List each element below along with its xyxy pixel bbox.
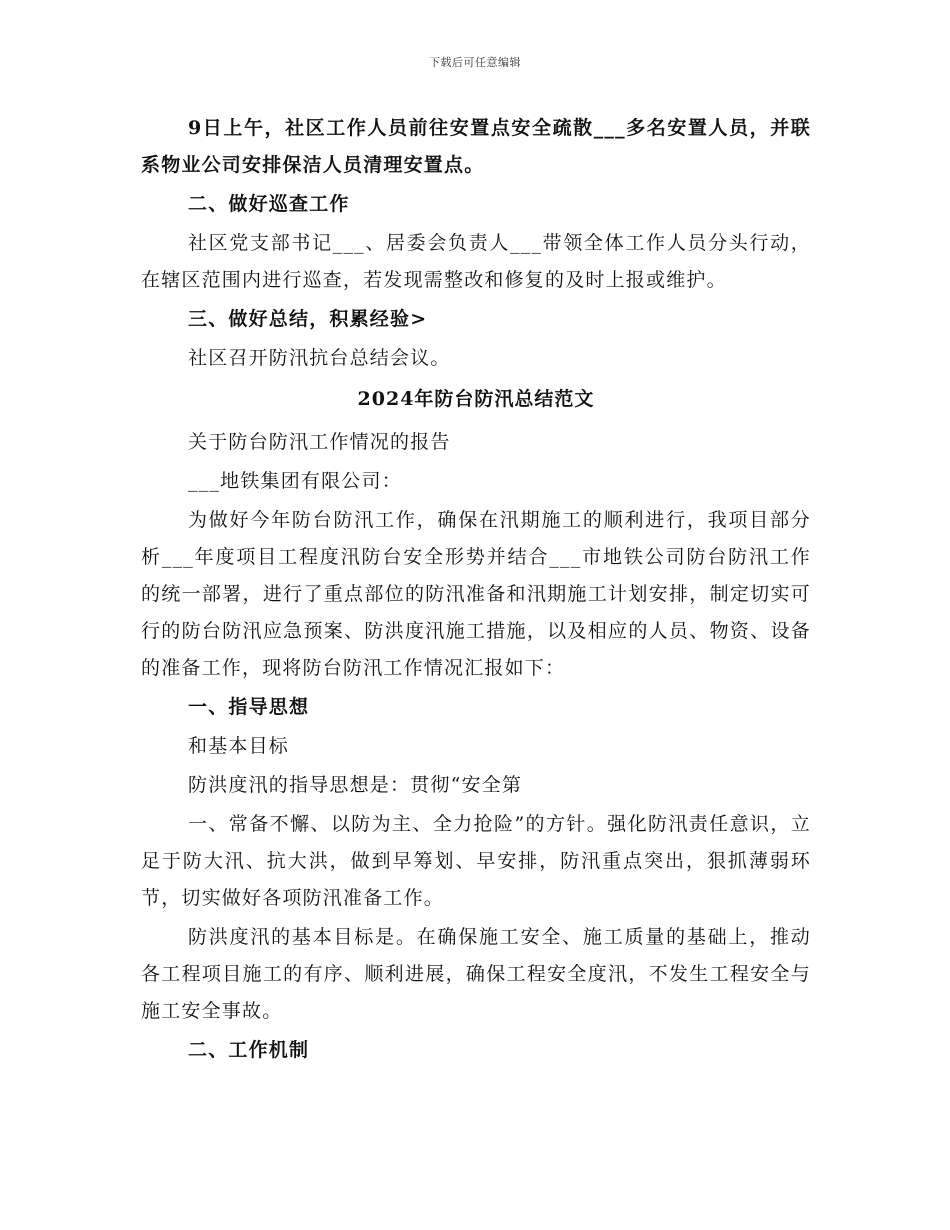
paragraph-basic-goal: 和基本目标 bbox=[188, 735, 290, 757]
paragraph-evacuation: 9日上午，社区工作人员前往安置点安全疏散___多名安置人员，并联系物业公司安排保洁人员清理安置点。 bbox=[141, 117, 811, 176]
heading-work-mechanism: 二、工作机制 bbox=[188, 1039, 310, 1061]
paragraph-intro: 为做好今年防台防汛工作，确保在汛期施工的顺利进行，我项目部分析___年度项目工程度汛防台安全形势并结合___市地铁公司防台防汛工作的统一部署，进行了重点部位的防汛准备和汛期施工计划安排，制定切实可行的防台防汛应急预案、防洪度汛施工措施，以及相应的人员、物资、设备的准备工作，现将防台防汛工作情况汇报如下： bbox=[141, 509, 811, 679]
paragraph-report-title: 关于防台防汛工作情况的报告 bbox=[188, 431, 451, 453]
heading-guiding-thought: 一、指导思想 bbox=[188, 696, 310, 718]
paragraph-goal: 防洪度汛的基本目标是。在确保施工安全、施工质量的基础上，推动各工程项目施工的有序、顺利进展，确保工程安全度汛，不发生工程安全与施工安全事故。 bbox=[141, 926, 811, 1022]
heading-summary: 三、做好总结，积累经验> bbox=[188, 308, 428, 330]
heading-patrol: 二、做好巡查工作 bbox=[188, 193, 350, 215]
paragraph-addressee: ___地铁集团有限公司： bbox=[188, 470, 402, 492]
paragraph-policy: 一、常备不懈、以防为主、全力抢险”的方针。强化防汛责任意识，立足于防大汛、抗大洪，做到早筹划、早安排，防汛重点突出，狠抓薄弱环节，切实做好各项防汛准备工作。 bbox=[141, 813, 811, 909]
paragraph-meeting: 社区召开防汛抗台总结会议。 bbox=[188, 347, 451, 369]
page-header: 下载后可任意编辑 bbox=[429, 56, 521, 69]
document-body bbox=[141, 110, 811, 1071]
paragraph-guiding-thought: 防洪度汛的指导思想是：贯彻“安全第 bbox=[188, 774, 523, 796]
document-title: 2024年防台防汛总结范文 bbox=[357, 388, 595, 410]
paragraph-patrol: 社区党支部书记___、居委会负责人___带领全体工作人员分头行动，在辖区范围内进行巡查，若发现需整改和修复的及时上报或维护。 bbox=[141, 232, 811, 291]
